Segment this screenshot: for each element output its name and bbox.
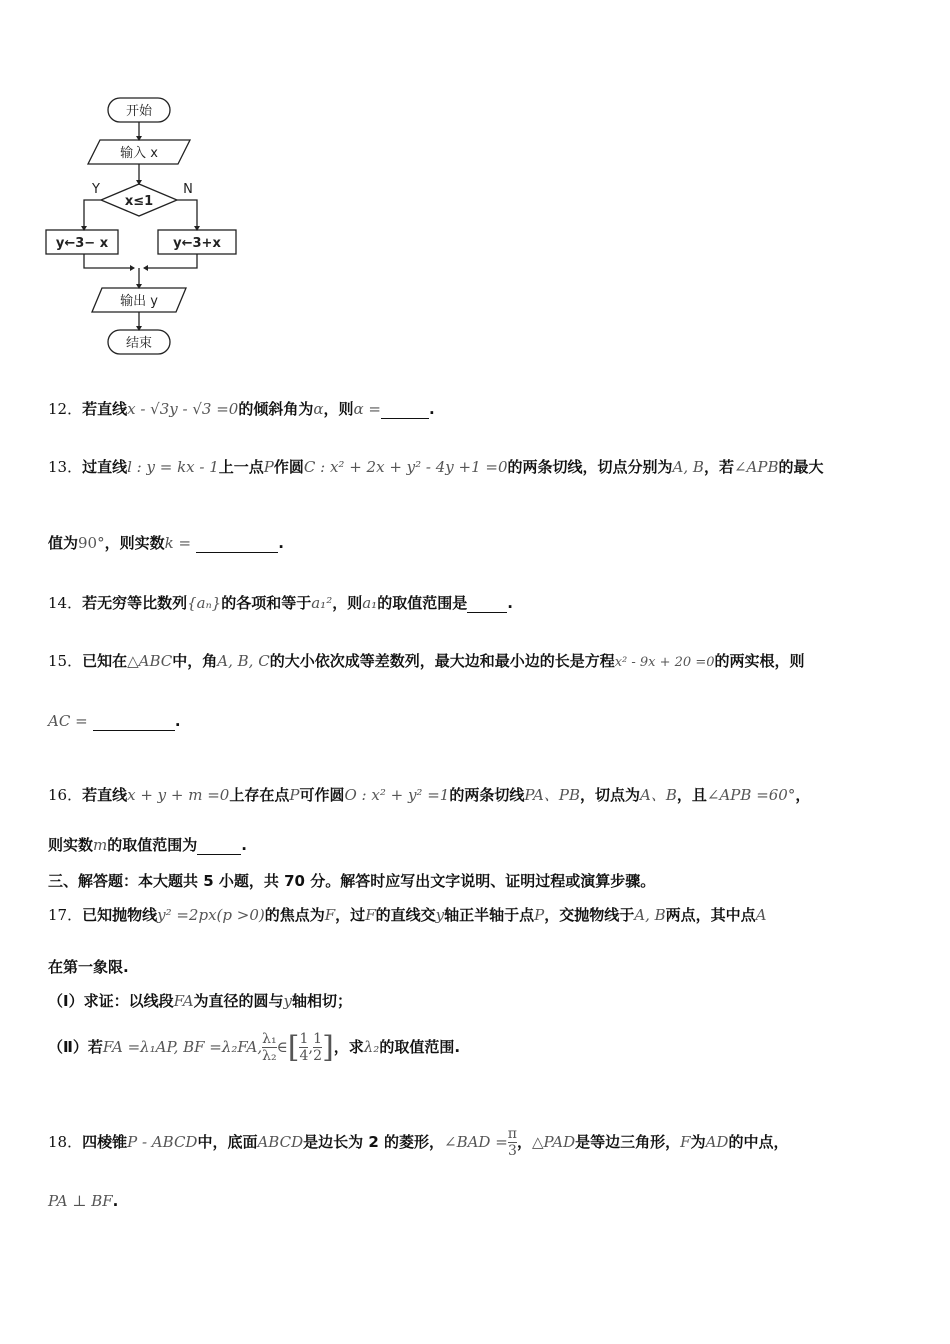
flow-left-box-text: y←3− x — [55, 236, 109, 251]
question-18-line2: PA ⊥ BF. — [48, 1192, 119, 1210]
question-13-line2: 值为90°，则实数k = . — [48, 534, 284, 552]
question-17-part1: （Ⅰ）求证：以线段FA为直径的圆与y轴相切； — [48, 992, 353, 1010]
q15-number: 15． — [48, 652, 83, 670]
answer-blank — [467, 594, 507, 613]
q17-number: 17． — [48, 906, 83, 924]
q14-number: 14． — [48, 594, 83, 612]
answer-blank — [197, 836, 241, 855]
question-12: 12．若直线x - √3y - √3 =0的倾斜角为α，则α = . — [48, 400, 435, 418]
q12-number: 12． — [48, 400, 83, 418]
flow-right-box-text: y←3+x — [173, 236, 221, 251]
answer-blank — [196, 534, 278, 553]
flow-output-text: 输出 y — [120, 294, 158, 309]
question-17-line2: 在第一象限. — [48, 958, 129, 976]
question-14: 14．若无穷等比数列{aₙ}的各项和等于a₁²，则a₁的取值范围是 . — [48, 594, 513, 612]
answer-blank — [93, 712, 175, 731]
question-15-line2: AC = . — [48, 712, 181, 730]
question-18: 18．四棱锥P - ABCD中，底面ABCD是边长为 2 的菱形，∠BAD = $\frac{\pi}{3}$ ，△PAD是等边三角形，F为AD的中点， — [48, 1126, 789, 1159]
q13-number: 13． — [48, 458, 83, 476]
answer-blank — [381, 400, 429, 419]
q18-number: 18． — [48, 1133, 83, 1151]
flow-input-text: 输入 x — [120, 146, 158, 161]
section-heading: 三、解答题：本大题共 5 小题，共 70 分。解答时应写出文字说明、证明过程或演算步骤。 — [48, 872, 656, 890]
flow-yes-label: Y — [92, 182, 100, 197]
flow-no-label: N — [183, 182, 193, 197]
flow-end-text: 结束 — [125, 336, 153, 351]
question-17: 17．已知抛物线y² =2px(p >0)的焦点为F，过F的直线交y轴正半轴于点P，交抛物线于A, B两点，其中点A — [48, 906, 767, 924]
flow-condition-text: x≤1 — [124, 194, 154, 209]
question-15: 15．已知在△ABC中，角A, B, C的大小依次成等差数列，最大边和最小边的长是方程x² - 9x + 20 =0的两实根，则 — [48, 652, 805, 670]
flow-start-text: 开始 — [125, 104, 153, 119]
lambda-ratio: $\frac{\text{λ₁}}{\text{λ₂}}$ — [262, 1031, 277, 1064]
question-16-line2: 则实数m的取值范围为 . — [48, 836, 247, 854]
question-17-part2: （Ⅱ）若FA =λ₁AP, BF =λ₂FA, $\frac{\text{λ₁}}{\text{λ₂}}$ ∈[ $\frac{1}{4}$ , $\frac{1}{2}$ ]，求λ₂的取值范围. — [48, 1030, 461, 1065]
question-13: 13．过直线l : y = kx - 1上一点P作圆C : x² + 2x + y² - 4y +1 =0的两条切线，切点分别为A, B，若∠APB的最大 — [48, 458, 824, 476]
q12-line-equation: x - √3y - √3 =0 — [127, 400, 239, 418]
flowchart — [40, 92, 250, 362]
question-16: 16．若直线x + y + m =0上存在点P可作圆O : x² + y² =1的两条切线PA、PB，切点为A、B，且∠APB =60°， — [48, 786, 811, 804]
q16-number: 16． — [48, 786, 83, 804]
